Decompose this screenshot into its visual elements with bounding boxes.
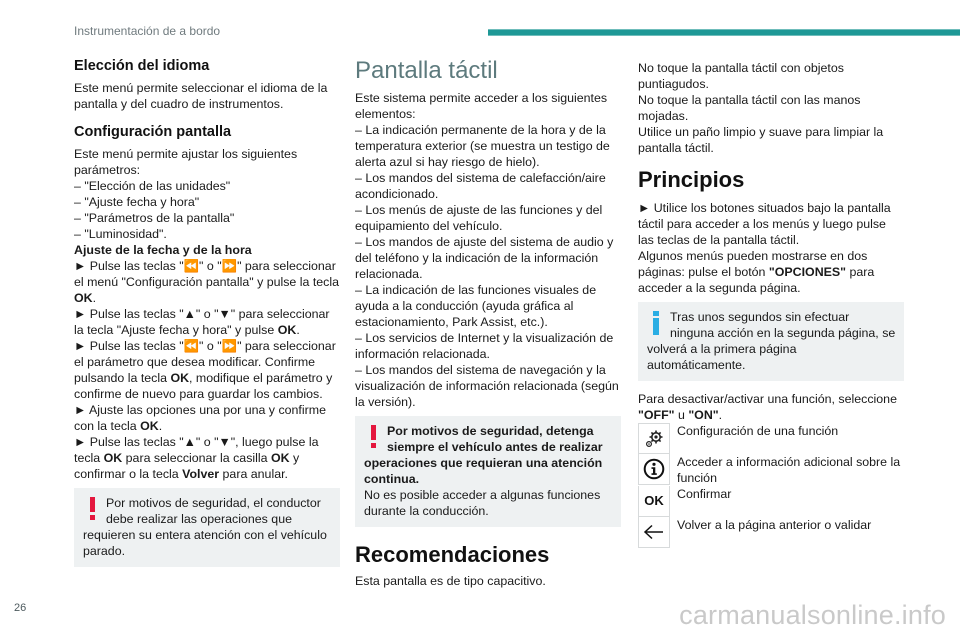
- icon-legend-row: [638, 454, 904, 486]
- warning-exclamation-icon: [364, 423, 382, 453]
- feature-item: – Los mandos del sistema de navegación y la visualización de información relacionada (según la versión).: [355, 363, 619, 409]
- header-accent-bar: [488, 29, 960, 36]
- recommendation-item: Utilice un paño limpio y suave para limpiar la pantalla táctil.: [638, 125, 884, 155]
- icon-legend-row: [638, 517, 904, 548]
- feature-item: – Los servicios de Internet y la visualización de información relacionada.: [355, 331, 614, 361]
- icon-label: Volver a la página anterior o validar: [677, 518, 872, 532]
- heading-touchscreen: Pantalla táctil: [355, 57, 498, 84]
- feature-item: – Los mandos del sistema de calefacción/aire acondicionado.: [355, 171, 606, 201]
- touchscreen-intro: Este sistema permite acceder a los siguientes elementos:: [355, 91, 608, 121]
- column-3: [638, 60, 904, 548]
- warning-note-stop-vehicle: [355, 416, 621, 527]
- icon-label: Configuración de una función: [677, 424, 839, 438]
- warning-text: No es posible acceder a algunas funciones durante la conducción.: [364, 488, 601, 518]
- subheading-date-time: Ajuste de la fecha y de la hora: [74, 243, 252, 257]
- warning-note-driver: [74, 488, 340, 567]
- pages-explanation: Algunos menús pueden mostrarse en dos páginas: pulse el botón "OPCIONES" para acceder a la segunda página.: [638, 249, 875, 295]
- running-header-title: Instrumentación de a bordo: [74, 24, 221, 38]
- icon-legend: [638, 423, 904, 548]
- display-param-item: – "Ajuste fecha y hora": [74, 195, 200, 209]
- display-param-item: – "Elección de las unidades": [74, 179, 231, 193]
- toggle-explanation: Para desactivar/activar una función, seleccione "OFF" u "ON".: [638, 392, 897, 422]
- icon-label: Confirmar: [677, 487, 732, 501]
- warning-text: Por motivos de seguridad, el conductor debe realizar las operaciones que requieren su entera atención con el vehículo parado.: [83, 496, 327, 558]
- step-5: ► Pulse las teclas "▲" o "▼", luego pulse la tecla OK para seleccionar la casilla OK y confirmar o la tecla Volver para anular.: [74, 435, 319, 481]
- info-icon: [638, 454, 670, 485]
- display-param-item: – "Luminosidad".: [74, 227, 167, 241]
- recommendations-text: Esta pantalla es de tipo capacitivo.: [355, 574, 546, 588]
- warning-exclamation-icon: [83, 495, 101, 525]
- step-3: ► Pulse las teclas "⏪" o "⏩" para seleccionar el parámetro que desea modificar. Confirme pulsando la tecla OK, modifique el parámetro y confirme de nuevo para guardar los cambios.: [74, 339, 336, 401]
- info-i-icon: [647, 309, 665, 339]
- recommendation-item: No toque la pantalla táctil con objetos puntiagudos.: [638, 61, 844, 91]
- icon-label: Acceder a información adicional sobre la función: [677, 455, 901, 485]
- recommendation-item: No toque la pantalla táctil con las manos mojadas.: [638, 93, 861, 123]
- gears-icon: [638, 423, 670, 454]
- language-description: Este menú permite seleccionar el idioma de la pantalla y del cuadro de instrumentos.: [74, 81, 328, 111]
- ok-icon: OK: [638, 486, 670, 517]
- feature-item: – La indicación permanente de la hora y de la temperatura exterior (se muestra un testigo de alerta azul si hay riesgo de hielo).: [355, 123, 610, 169]
- display-intro: Este menú permite ajustar los siguientes parámetros:: [74, 147, 298, 177]
- feature-item: – La indicación de las funciones visuales de ayuda a la conducción (ayuda gráfica al estacionamiento, Park Assist, etc.).: [355, 283, 597, 329]
- back-arrow-icon: [638, 517, 670, 548]
- watermark: carmanualsonline.info: [679, 600, 946, 630]
- heading-language-selection: Elección del idioma: [74, 58, 210, 74]
- page-number: 26: [14, 602, 27, 614]
- column-1: [74, 56, 340, 567]
- heading-recommendations: Recomendaciones: [355, 542, 550, 567]
- feature-item: – Los menús de ajuste de las funciones y del equipamiento del vehículo.: [355, 203, 603, 233]
- info-note-second-page: [638, 302, 904, 381]
- feature-item: – Los mandos de ajuste del sistema de audio y del teléfono y la indicación de la información relacionada.: [355, 235, 614, 281]
- column-2: [355, 56, 621, 589]
- icon-legend-row: [638, 423, 904, 454]
- step-1: ► Pulse las teclas "⏪" o "⏩" para seleccionar el menú "Configuración pantalla" y pulse la tecla OK.: [74, 259, 340, 305]
- warning-bold-text: Por motivos de seguridad, detenga siempre el vehículo antes de realizar operaciones que requieran una atención continua.: [364, 424, 603, 486]
- info-text: Tras unos segundos sin efectuar ninguna acción en la segunda página, se volverá a la primera página automáticamente.: [647, 310, 896, 372]
- step-4: ► Ajuste las opciones una por una y confirme con la tecla OK.: [74, 403, 326, 433]
- heading-display-config: Configuración pantalla: [74, 124, 232, 140]
- heading-principles: Principios: [638, 167, 745, 192]
- step-2: ► Pulse las teclas "▲" o "▼" para seleccionar la tecla "Ajuste fecha y hora" y pulse OK.: [74, 307, 330, 337]
- principles-step: ► Utilice los botones situados bajo la pantalla táctil para acceder a los menús y luego pulse las teclas de la pantalla táctil.: [638, 201, 891, 247]
- icon-legend-row: [638, 486, 904, 517]
- display-param-item: – "Parámetros de la pantalla": [74, 211, 235, 225]
